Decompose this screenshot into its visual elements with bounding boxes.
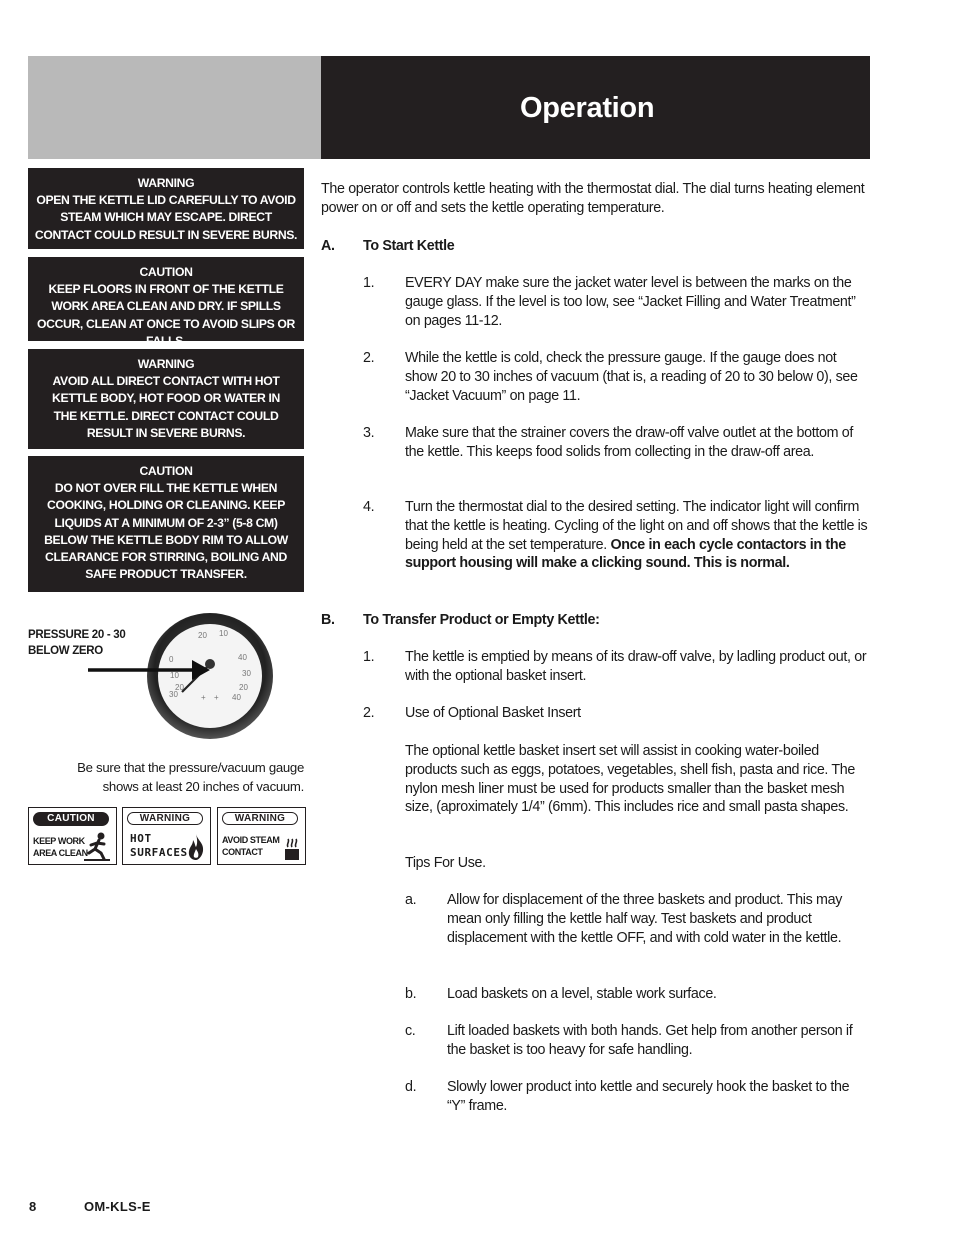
section-a-letter: A. [321, 238, 335, 254]
gauge-hub [205, 659, 215, 669]
list-item-bold-note: Once in each cycle contactors in the support housing will make a clicking sound. This is normal. [405, 536, 846, 572]
list-item: Use of Optional Basket Insert [405, 705, 581, 721]
sign-text: HOT SURFACES [130, 832, 188, 859]
svg-text:30: 30 [242, 669, 251, 678]
warning-box-contact [28, 349, 304, 449]
warning-sign-avoid-steam-contact [217, 807, 306, 865]
list-number: 1. [363, 649, 375, 665]
notice-body: OPEN THE KETTLE LID CAREFULLY TO AVOID STEAM WHICH MAY ESCAPE. DIRECT CONTACT COULD RESULT IN SEVERE BURNS. [34, 193, 298, 242]
svg-text:20: 20 [175, 683, 184, 692]
list-number: 1. [363, 275, 375, 291]
warning-sign-hot-surfaces [122, 807, 211, 865]
steam-icon [283, 837, 301, 861]
footer-page-number: 8 [29, 1199, 37, 1214]
svg-text:20: 20 [198, 631, 207, 640]
sign-text: KEEP WORK AREA CLEAN [33, 836, 88, 858]
gauge-caption: Be sure that the pressure/vacuum gauge shows at least 20 inches of vacuum. [77, 760, 304, 794]
list-number: 3. [363, 425, 375, 441]
page-title: Operation [520, 92, 655, 124]
section-b-title: To Transfer Product or Empty Kettle: [363, 612, 600, 628]
list-item [405, 498, 870, 573]
list-number: 2. [363, 705, 375, 721]
section-b-letter: B. [321, 612, 335, 628]
notice-heading: CAUTION [139, 265, 193, 279]
svg-text:10: 10 [170, 671, 179, 680]
gauge-label: PRESSURE 20 - 30 BELOW ZERO [28, 629, 126, 657]
notice-heading: WARNING [137, 176, 195, 190]
warning-box-lid [28, 168, 304, 249]
tip-letter: a. [405, 892, 417, 908]
svg-text:40: 40 [238, 653, 247, 662]
section-a-title: To Start Kettle [363, 238, 455, 254]
header-gray-band [28, 56, 321, 159]
list-item: Make sure that the strainer covers the draw-off valve outlet at the bottom of the kettle. This keeps food solids from collecting in the draw-off area. [405, 425, 854, 460]
svg-text:0: 0 [169, 655, 174, 664]
tip-letter: d. [405, 1079, 417, 1095]
list-number: 4. [363, 499, 375, 515]
sign-text: AVOID STEAM CONTACT [222, 835, 280, 857]
svg-text:20: 20 [239, 683, 248, 692]
pressure-gauge-figure [86, 598, 276, 758]
list-item: The kettle is emptied by means of its draw-off valve, by ladling product out, or with the optional basket insert. [405, 649, 867, 684]
svg-text:30: 30 [169, 690, 178, 699]
caution-sign-keep-work-area-clean [28, 807, 117, 865]
sign-heading: CAUTION [33, 812, 109, 826]
tips-heading: Tips For Use. [405, 855, 486, 871]
notice-body: KEEP FLOORS IN FRONT OF THE KETTLE WORK AREA CLEAN AND DRY. IF SPILLS OCCUR, CLEAN AT ONCE TO AVOID SLIPS OR FALLS. [37, 282, 295, 348]
list-number: 2. [363, 350, 375, 366]
slip-hazard-icon [82, 831, 112, 861]
footer-doc-code: OM-KLS-E [84, 1199, 151, 1214]
tip-item: Slowly lower product into kettle and securely hook the basket to the “Y” frame. [447, 1079, 850, 1114]
tip-item: Load baskets on a level, stable work surface. [447, 986, 717, 1002]
tip-letter: b. [405, 986, 417, 1002]
notice-body: DO NOT OVER FILL THE KETTLE WHEN COOKING, HOLDING OR CLEANING. KEEP LIQUIDS AT A MINIMUM OF 2-3” (5-8 CM) BELOW THE KETTLE BODY RIM TO ALLOW CLEARANCE FOR STIRRING, BOILING AND SAFE PRODUCT TRANSFER. [44, 481, 288, 582]
svg-text:+: + [214, 693, 219, 702]
sign-heading: WARNING [127, 812, 203, 825]
intro-paragraph: The operator controls kettle heating with the thermostat dial. The dial turns heating element power on or off and sets the kettle operating temperature. [321, 181, 865, 216]
notice-heading: CAUTION [139, 464, 193, 478]
tip-item: Lift loaded baskets with both hands. Get help from another person if the basket is too heavy for safe handling. [447, 1023, 853, 1058]
flame-icon [186, 833, 206, 861]
svg-text:+: + [201, 693, 206, 702]
svg-text:40: 40 [232, 693, 241, 702]
notice-body: AVOID ALL DIRECT CONTACT WITH HOT KETTLE BODY, HOT FOOD OR WATER IN THE KETTLE. DIRECT CONTACT COULD RESULT IN SEVERE BURNS. [52, 374, 280, 440]
list-item: EVERY DAY make sure the jacket water level is between the marks on the gauge glass. If the level is too low, see “Jacket Filling and Water Treatment” on pages 11-12. [405, 275, 856, 329]
caution-box-overfill [28, 456, 304, 592]
basket-paragraph: The optional kettle basket insert set will assist in cooking water-boiled products such as eggs, potatoes, vegetables, shell fish, pasta and rice. The nylon mesh liner must be used for products smaller than the basket mesh size, (aproximately 1/4” (6mm). This includes rice and small pasta shapes. [405, 743, 855, 816]
tip-item: Allow for displacement of the three baskets and product. This may mean only filling the kettle half way. Test baskets and product displacement with the kettle OFF, and with cold water in the kettle. [447, 892, 842, 946]
tip-letter: c. [405, 1023, 416, 1039]
list-item: While the kettle is cold, check the pressure gauge. If the gauge does not show 20 to 30 inches of vacuum (that is, a reading of 20 to 30 below 0), see “Jacket Vacuum” on page 11. [405, 350, 858, 404]
notice-heading: WARNING [137, 357, 195, 371]
caution-box-floors [28, 257, 304, 348]
sign-heading: WARNING [222, 812, 298, 825]
svg-text:10: 10 [219, 629, 228, 638]
list-item-text: Turn the thermostat dial to the desired setting. The indicator light will confirm that the kettle is heating. Cycling of the light on and off shows that the kettle is being held at the set temperature. [405, 499, 868, 553]
